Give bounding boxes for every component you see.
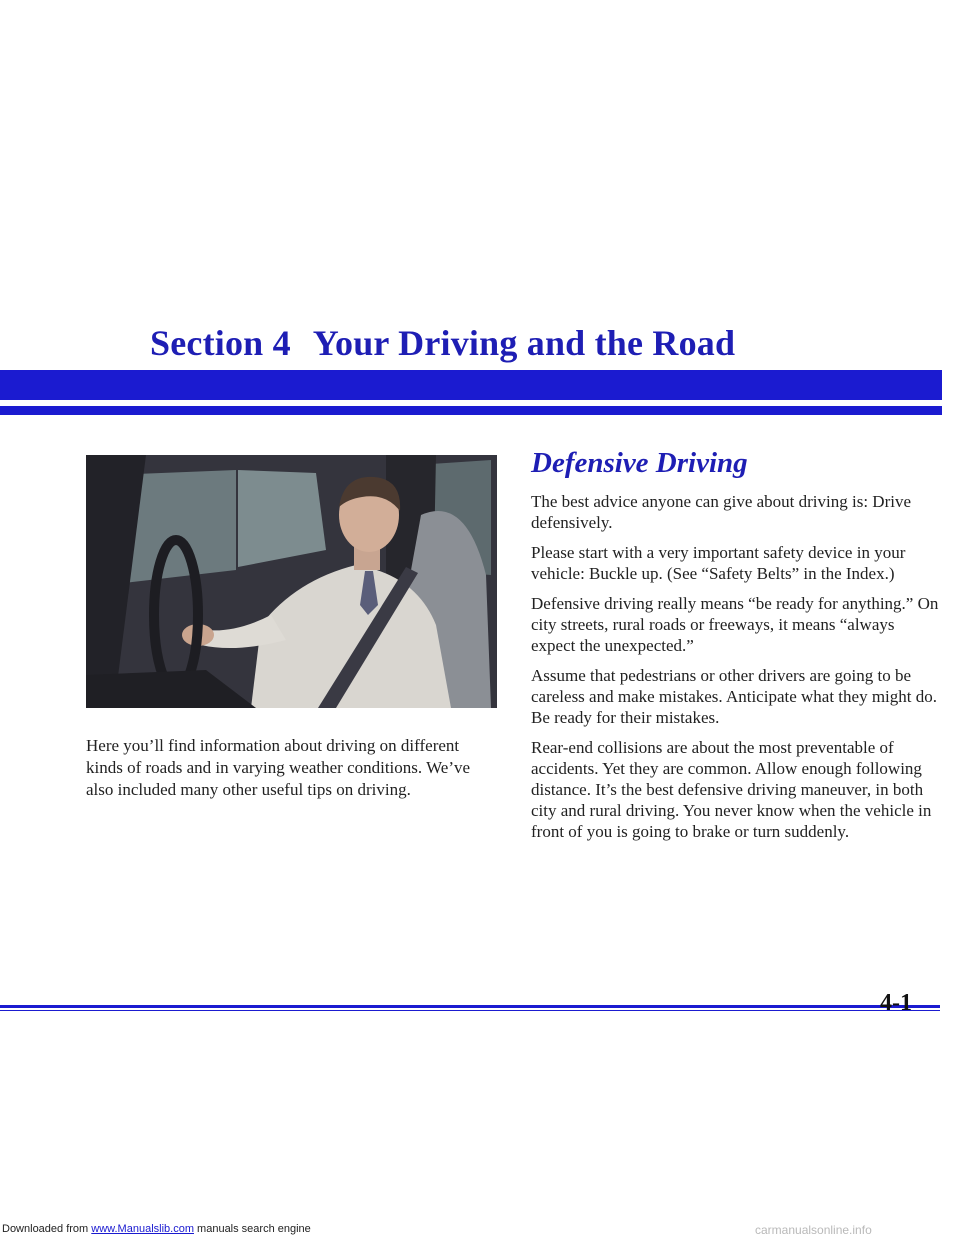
paragraph-be-ready: Defensive driving really means “be ready for anything.” On city streets, rural roads or freeways, it means “always expect the unexpected.”: [531, 594, 939, 655]
page-number: 4-1: [880, 990, 912, 1016]
section-label: Section 4: [150, 323, 291, 363]
section-title: Your Driving and the Road: [312, 323, 736, 363]
driver-photo: [86, 455, 497, 708]
download-source-line: [2, 1223, 311, 1235]
title-banner-bar: [0, 370, 942, 400]
paragraph-rear-end-collisions: Rear-end collisions are about the most preventable of accidents. Yet they are common. Allow enough following distance. It’s the best defensive driving maneuver, in both city and rural driving. You never know when the vehicle in front of you is going to brake or turn suddenly.: [531, 738, 932, 841]
defensive-driving-section: [531, 446, 941, 851]
source-suffix: manuals search engine: [197, 1223, 311, 1235]
paragraph-drive-defensively: The best advice anyone can give about driving is: Drive defensively.: [531, 492, 912, 532]
manualslib-link[interactable]: www.Manualslib.com: [91, 1223, 194, 1235]
footer-rule-thin: [0, 1010, 940, 1011]
watermark: carmanualsonline.info: [755, 1223, 872, 1237]
paragraph-assume-mistakes: Assume that pedestrians or other drivers are going to be careless and make mistakes. Anticipate what they might do. Be ready for their mistakes.: [531, 666, 937, 727]
paragraph-buckle-up: Please start with a very important safety device in your vehicle: Buckle up. (See “Safety Belts” in the Index.): [531, 543, 906, 583]
source-prefix: Downloaded from: [2, 1223, 89, 1235]
page-title: [150, 322, 735, 364]
defensive-driving-heading: Defensive Driving: [531, 447, 748, 479]
title-banner-rule: [0, 406, 942, 415]
intro-text: Here you’ll find information about driving on different kinds of roads and in varying weather conditions. We’ve also included many other useful tips on driving.: [86, 736, 471, 799]
footer-rule: [0, 1005, 940, 1008]
